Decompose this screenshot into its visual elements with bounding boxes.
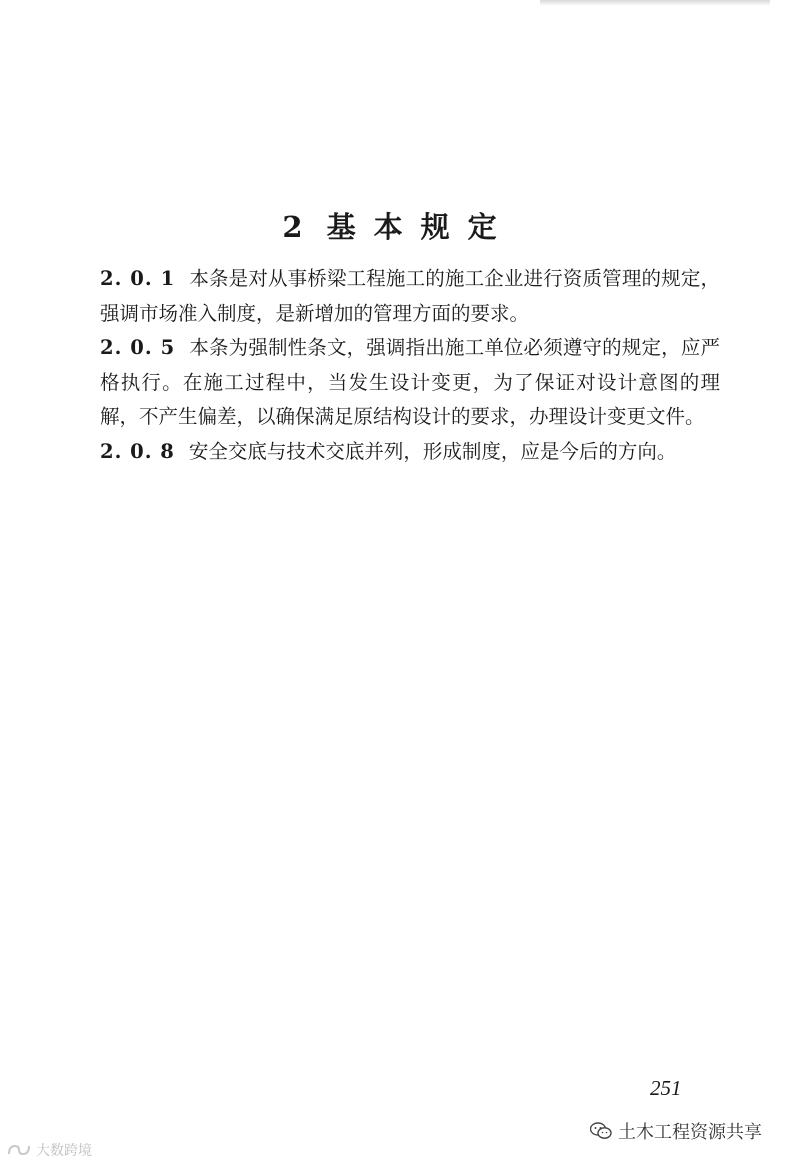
chapter-title: 基本规定 <box>326 210 515 245</box>
body-text <box>100 262 720 469</box>
watermark-wechat <box>590 1118 762 1144</box>
clause-paragraph <box>100 331 720 435</box>
scan-edge-shadow <box>540 0 770 6</box>
clause-paragraph <box>100 435 720 470</box>
page-number: 251 <box>650 1076 682 1100</box>
chapter-heading <box>0 205 797 246</box>
clause-text: 本条是对从事桥梁工程施工的施工企业进行资质管理的规定，强调市场准入制度，是新增加的管理方面的要求。 <box>100 267 720 325</box>
clause-paragraph <box>100 262 720 331</box>
clause-text: 本条为强制性条文，强调指出施工单位必须遵守的规定，应严格执行。在施工过程中，当发生设计变更，为了保证对设计意图的理解，不产生偏差，以确保满足原结构设计的要求，办理设计变更文件。 <box>100 336 720 428</box>
clause-number: 2. 0. 8 <box>100 439 175 463</box>
watermark-left-text: 大数跨境 <box>36 1143 92 1159</box>
watermark-platform <box>6 1140 92 1160</box>
clause-text: 安全交底与技术交底并列，形成制度，应是今后的方向。 <box>188 439 677 463</box>
wechat-icon <box>590 1122 612 1140</box>
chapter-number: 2 <box>282 210 305 245</box>
watermark-right-text: 土木工程资源共享 <box>618 1122 762 1143</box>
clause-number: 2. 0. 5 <box>100 336 176 359</box>
clause-number: 2. 0. 1 <box>100 267 176 290</box>
platform-logo-icon <box>6 1143 32 1157</box>
